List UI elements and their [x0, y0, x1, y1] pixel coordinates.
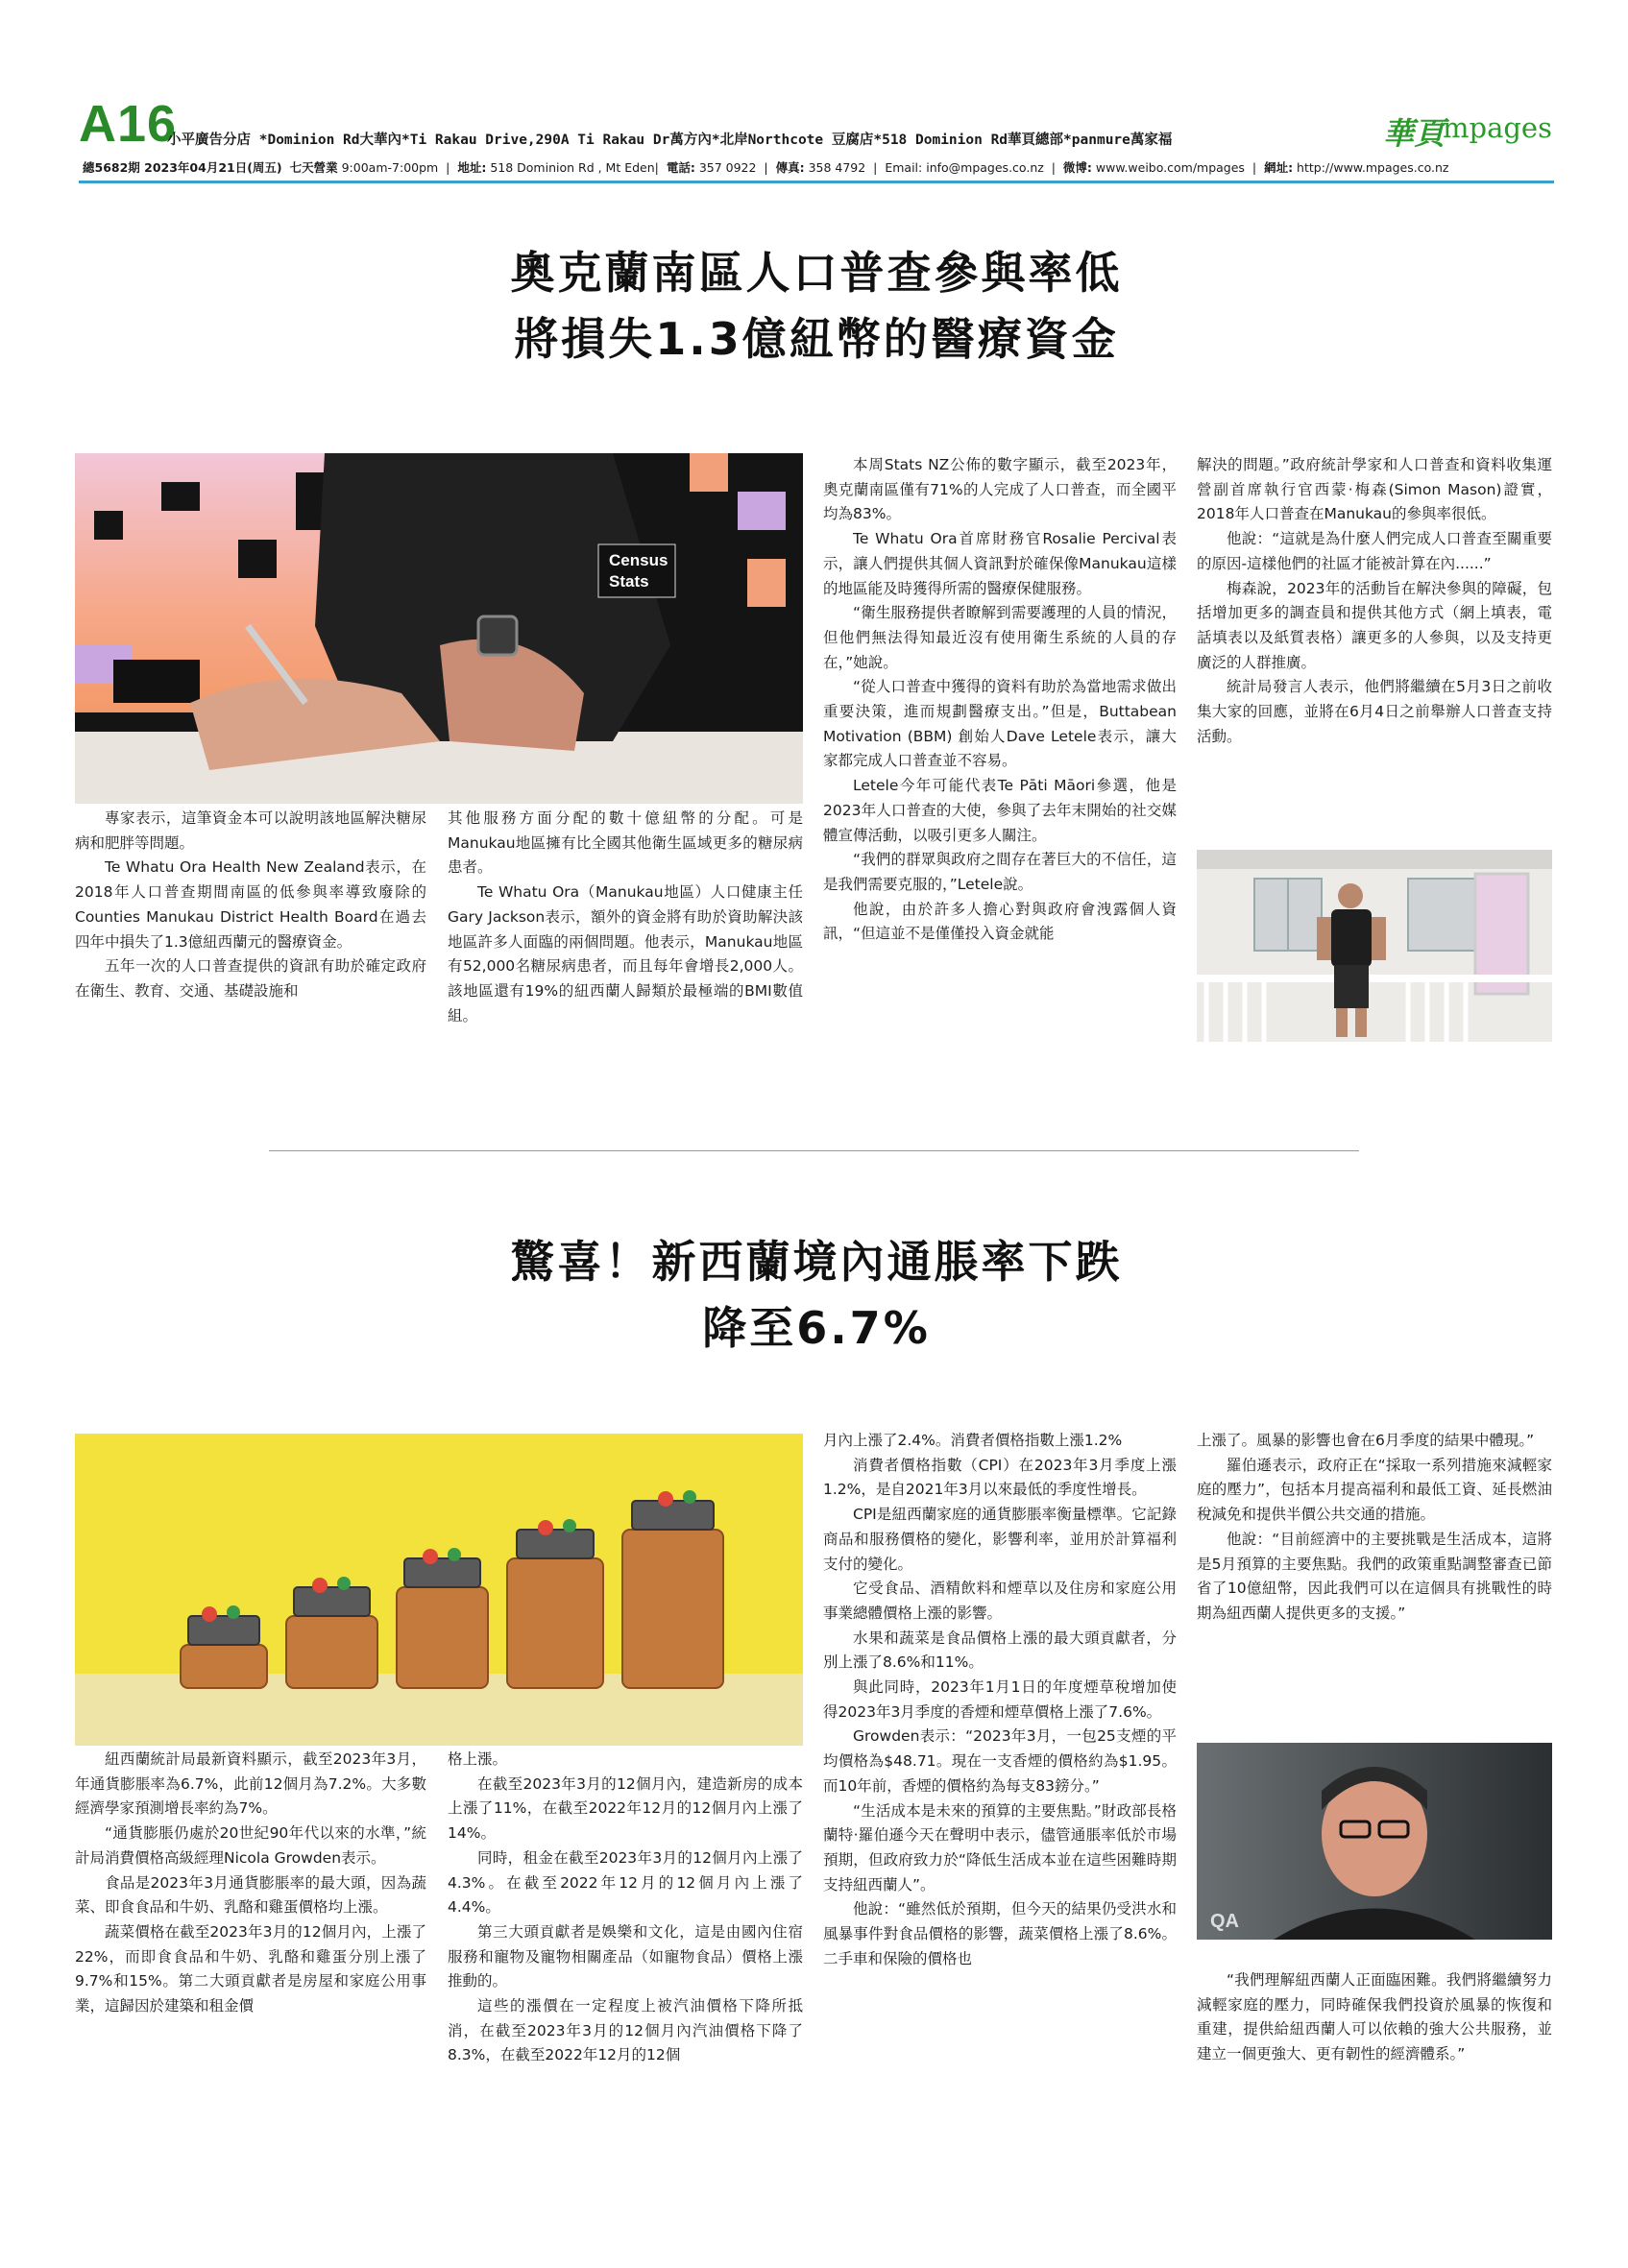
paragraph: “從人口普查中獲得的資料有助於為當地需求做出重要決策，進而規劃醫療支出。”但是，Buttabean Motivation (BBM) 創始人Dave Letele表示，讓大家都完成人口普查並不容易。	[823, 678, 1177, 770]
paragraph: 食品是2023年3月通貨膨脹率的最大頭，因為蔬菜、即食食品和牛奶、乳酪和雞蛋價格均上漲。	[75, 1873, 426, 1917]
paragraph: 解決的問題。”政府統計學家和人口普查和資料收集運營副首席執行官西蒙·梅森(Simon Mason)證實，2018年人口普查在Manukau的參與率很低。	[1197, 456, 1552, 523]
phone: 357 0922	[698, 160, 757, 175]
paragraph: 格上漲。	[448, 1750, 508, 1768]
article2-column-3	[823, 1429, 1177, 1971]
article-divider	[269, 1150, 1359, 1151]
porch-photo	[1197, 850, 1552, 1042]
article1-headline-line1: 奧克蘭南區人口普查參與率低	[510, 247, 1123, 299]
census-photo-art	[75, 453, 803, 804]
paragraph: 它受食品、酒精飲料和煙草以及住房和家庭公用事業總體價格上漲的影響。	[823, 1580, 1177, 1622]
paragraph: 這些的漲價在一定程度上被汽油價格下降所抵消，在截至2023年3月的12個月內汽油價格下降了8.3%，在截至2022年12月的12個	[448, 1997, 803, 2064]
paragraph: Letele今年可能代表Te Pāti Māori參選，他是2023年人口普查的大使，參與了去年末開始的社交媒體宣傳活動，以吸引更多人關注。	[823, 777, 1177, 844]
paragraph: Te Whatu Ora（Manukau地區）人口健康主任Gary Jackson表示，額外的資金將有助於資助解決該地區許多人面臨的兩個問題。他表示，Manukau地區有52,000名糖尿病患者，而且每年會增長2,000人。該地區還有19%的紐西蘭人歸類於最極端的BMI數值組。	[448, 883, 803, 1025]
masthead-info-line: 總5682期 2023年04月21日(周五) 七天營業 9:00am-7:00pm | 地址: 518 Dominion Rd , Mt Eden| 電話: 357 0922 | 傳真: 358 4792 | Email: info@mpages.co.nz | 微博: www.weibo.com/mpages | 網址: http://www.mpages.co.nz	[83, 160, 1449, 175]
fax: 358 4792	[808, 160, 866, 175]
census-badge-line2: Stats	[609, 572, 649, 591]
weibo-link[interactable]: www.weibo.com/mpages	[1095, 160, 1245, 175]
hours-label: 七天營業	[289, 160, 338, 175]
article2-column-1	[75, 1748, 426, 2019]
address: 518 Dominion Rd , Mt Eden	[490, 160, 655, 175]
weibo-label: 微博:	[1062, 160, 1092, 175]
paragraph: 蔬菜價格在截至2023年3月的12個月內，上漲了22%，而即食食品和牛奶、乳酪和雞蛋分別上漲了9.7%和15%。第二大頭貢獻者是房屋和家庭公用事業，這歸因於建築和租金價	[75, 1922, 426, 2015]
paragraph: Te Whatu Ora Health New Zealand表示，在2018年人口普查期間南區的低參與率導致廢除的Counties Manukau District Health Board在過去四年中損失了1.3億紐西蘭元的醫療資金。	[75, 858, 426, 951]
paragraph: “通貨膨脹仍處於20世紀90年代以來的水準，”統計局消費價格高級經理Nicola Growden表示。	[75, 1824, 426, 1867]
paragraph: 統計局發言人表示，他們將繼續在5月3日之前收集大家的回應，並將在6月4日之前舉辦人口普查支持活動。	[1197, 678, 1552, 745]
issue-date: 總5682期 2023年04月21日(周五)	[83, 160, 282, 175]
paragraph: 紐西蘭統計局最新資料顯示，截至2023年3月，年通貨膨脹率為6.7%，此前12個月為7.2%。大多數經濟學家預測增長率約為7%。	[75, 1750, 426, 1818]
article2-column-4	[1197, 1429, 1552, 1627]
paragraph: Te Whatu Ora首席財務官Rosalie Percival表示，讓人們提供其個人資訊對於確保像Manukau這樣的地區能及時獲得所需的醫療保健服務。	[823, 530, 1177, 597]
paragraph: 專家表示，這筆資金本可以說明該地區解決糖尿病和肥胖等問題。	[75, 809, 426, 852]
caption-text: “我們理解紐西蘭人正面臨困難。我們將繼續努力減輕家庭的壓力，同時確保我們投資於風暴的恢復和重建，提供給紐西蘭人可以依賴的強大公共服務，並建立一個更強大、更有韌性的經濟體系。”	[1197, 1971, 1552, 2063]
paragraph: 月內上漲了2.4%。消費者價格指數上漲1.2%	[823, 1432, 1123, 1449]
paragraph: 他說：“雖然低於預期，但今天的結果仍受洪水和風暴事件對食品價格的影響，蔬菜價格上漲了8.6%。二手車和保險的價格也	[823, 1900, 1177, 1967]
paragraph: Growden表示：“2023年3月，一包25支煙的平均價格為$48.71。現在一支香煙的價格約為$1.95。而10年前，香煙的價格約為每支83鎊分。”	[823, 1727, 1177, 1795]
masthead-rule	[79, 181, 1554, 183]
email-label: Email:	[885, 160, 923, 175]
article1-headline	[288, 240, 1345, 373]
paragraph: “生活成本是未來的預算的主要焦點。”財政部長格蘭特·羅伯遜今天在聲明中表示，儘管通脹率低於市場預期，但政府致力於“降低生活成本並在這些困難時期支持紐西蘭人”。	[823, 1801, 1177, 1894]
census-badge-line1: Census	[609, 551, 668, 569]
article2-headline-line1: 驚喜！新西蘭境內通脹率下跌	[510, 1236, 1123, 1288]
paragraph: 羅伯遜表示，政府正在“採取一系列措施來減輕家庭的壓力”，包括本月提高福利和最低工資、延長燃油稅減免和提供半價公共交通的措施。	[1197, 1456, 1552, 1524]
paragraph: 同時，租金在截至2023年3月的12個月內上漲了4.3%。在截至2022年12月的12個月內上漲了4.4%。	[448, 1848, 803, 1917]
paragraph: 他說：“這就是為什麼人們完成人口普查至關重要的原因-這樣他們的社區才能被計算在內......”	[1197, 530, 1552, 572]
paragraph: 水果和蔬菜是食品價格上漲的最大頭貢獻者，分別上漲了8.6%和11%。	[823, 1629, 1177, 1672]
article1-column-3	[823, 453, 1177, 947]
paragraph: CPI是紐西蘭家庭的通貨膨脹率衡量標準。它記錄商品和服務價格的變化，影響利率，並用於計算福利支付的變化。	[823, 1506, 1177, 1573]
website-link[interactable]: http://www.mpages.co.nz	[1297, 160, 1449, 175]
phone-label: 電話:	[666, 160, 695, 175]
paragraph: 消費者價格指數（CPI）在2023年3月季度上漲1.2%，是自2021年3月以來最低的季度性增長。	[823, 1456, 1177, 1499]
store-locations: 小平廣告分店 *Dominion Rd大華內*Ti Rakau Drive,290A Ti Rakau Dr萬方內*北岸Northcote 豆腐店*518 Dominion Rd華頁總部*panmure萬家福	[167, 133, 1173, 148]
coins-photo-art	[75, 1434, 803, 1746]
paragraph: 上漲了。風暴的影響也會在6月季度的結果中體現。”	[1197, 1432, 1535, 1449]
paragraph: 他說，由於許多人擔心對與政府會洩露個人資訊，“但這並不是僅僅投入資金就能	[823, 900, 1177, 943]
paragraph: 五年一次的人口普查提供的資訊有助於確定政府在衛生、教育、交通、基礎設施和	[75, 957, 426, 1000]
minister-quote-caption	[1197, 1968, 1552, 2067]
minister-photo	[1197, 1743, 1552, 1940]
minister-photo-art	[1197, 1743, 1552, 1940]
paragraph: 他說：“目前經濟中的主要挑戰是生活成本，這將是5月預算的主要焦點。我們的政策重點調整審查已節省了10億紐幣，因此我們可以在這個具有挑戰性的時期為紐西蘭人提供更多的支援。”	[1197, 1530, 1552, 1622]
page-number: A16	[79, 95, 178, 153]
photo-watermark: QA	[1210, 1911, 1239, 1932]
paragraph: 本周Stats NZ公佈的數字顯示，截至2023年，奧克蘭南區僅有71%的人完成了人口普查，而全國平均為83%。	[823, 456, 1177, 523]
web-label: 網址:	[1264, 160, 1294, 175]
porch-photo-art	[1197, 850, 1552, 1042]
census-photo	[75, 453, 803, 804]
fax-label: 傳真:	[775, 160, 805, 175]
paragraph: 與此同時，2023年1月1日的年度煙草稅增加使得2023年3月季度的香煙和煙草價格上漲了7.6%。	[823, 1678, 1177, 1721]
logo-chinese: 華頁	[1383, 115, 1446, 152]
paragraph: 梅森說，2023年的活動旨在解決參與的障礙，包括增加更多的調查員和提供其他方式（網上填表，電話填表以及紙質表格）讓更多的人參與，以及支持更廣泛的人群推廣。	[1197, 579, 1552, 671]
email-link[interactable]: info@mpages.co.nz	[926, 160, 1044, 175]
paragraph: 第三大頭貢獻者是娛樂和文化，這是由國內住宿服務和寵物及寵物相關產品（如寵物食品）價格上漲推動的。	[448, 1922, 803, 1991]
article1-column-4	[1197, 453, 1552, 749]
paragraph: “衛生服務提供者瞭解到需要護理的人員的情況，但他們無法得知最近沒有使用衛生系統的人員的存在，”她說。	[823, 604, 1177, 671]
article2-headline-line2: 降至6.7%	[702, 1302, 931, 1354]
article2-column-2	[448, 1748, 803, 2068]
article1-column-1	[75, 807, 426, 1004]
paragraph: “我們的群眾與政府之間存在著巨大的不信任，這是我們需要克服的，”Letele說。	[823, 851, 1177, 893]
address-label: 地址:	[457, 160, 487, 175]
article1-headline-line2: 將損失1.3億紐幣的醫療資金	[514, 313, 1119, 365]
hours: 9:00am-7:00pm	[341, 160, 439, 175]
logo-english: mpages	[1443, 111, 1552, 144]
paragraph: 其他服務方面分配的數十億紐幣的分配。可是Manukau地區擁有比全國其他衛生區域更多的糖尿病患者。	[448, 809, 803, 877]
article2-headline	[288, 1229, 1345, 1362]
coins-photo	[75, 1434, 803, 1746]
paragraph: 在截至2023年3月的12個月內，建造新房的成本上漲了11%，在截至2022年12月的12個月內上漲了14%。	[448, 1774, 803, 1843]
mpages-logo	[1383, 109, 1556, 152]
article1-column-2	[448, 807, 803, 1028]
